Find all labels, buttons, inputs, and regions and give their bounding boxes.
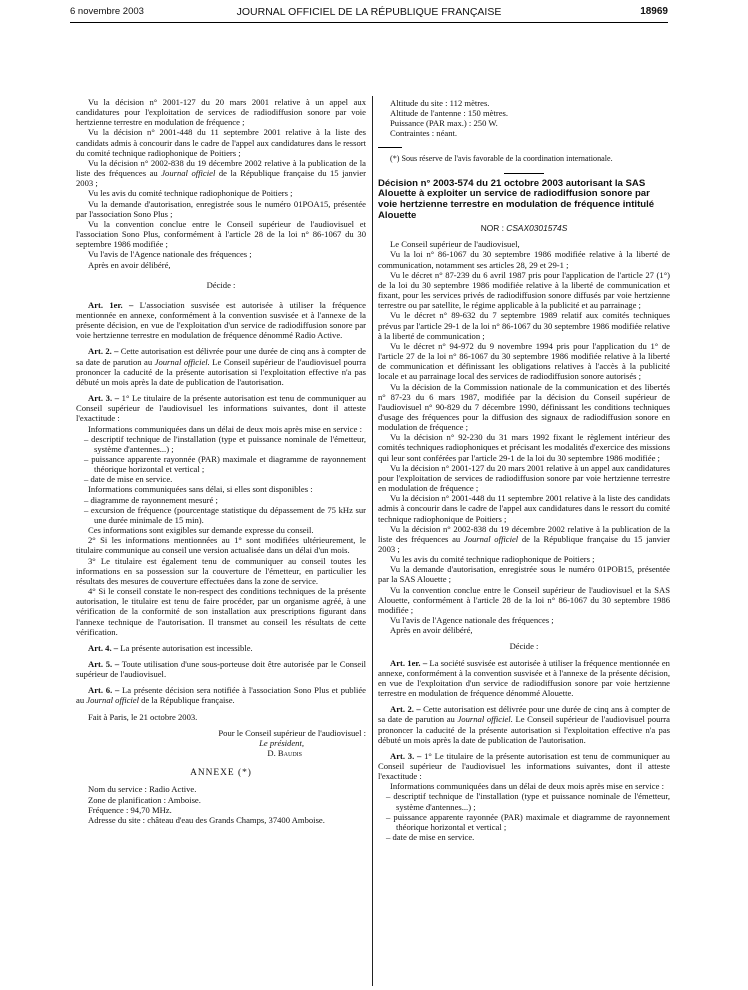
- vu-paragraph: Vu la décision n° 2002-838 du 19 décembre 2002 relative à la publication de la liste des fréquences au Journal officiel de la République française du 15 janvier 2003 ;: [76, 157, 366, 189]
- vu-paragraph: Vu la décision n° 2001-127 du 20 mars 2001 relative à un appel aux candidatures pour l'exploitation de services de radiodiffusion sonore par voie hertzienne terrestre en modulation de fréquence ;: [76, 97, 366, 128]
- section-rule: [504, 173, 544, 174]
- vu-paragraph: Vu la loi n° 86-1067 du 30 septembre 1986 modifiée relative à la liberté de communication, notamment ses articles 28, 29 et 29-1 ;: [378, 249, 670, 270]
- vu-paragraph: Vu les avis du comité technique radiophonique de Poitiers ;: [390, 554, 595, 565]
- article-5: Art. 5. – Toute utilisation d'une sous-porteuse doit être autorisée par le Conseil supérieur de l'audiovisuel.: [76, 658, 366, 680]
- apres-paragraph: Après en avoir délibéré,: [390, 625, 473, 636]
- footnote-rule: [378, 147, 402, 148]
- vu-paragraph: Vu la convention conclue entre le Conseil supérieur de l'audiovisuel et l'association Sono Plus, conformément à l'article 28 de la loi n° 86-1067 du 30 septembre 1986 modifiée ;: [76, 218, 366, 250]
- header-date: 6 novembre 2003: [70, 6, 144, 17]
- decision-title: Décision n° 2003-574 du 21 octobre 2003 autorisant la SAS Alouette à exploiter un service de radiodiffusion sonore par voie hertzienne terrestre en modulation de fréquence intitulé Alouette: [378, 177, 655, 221]
- list-item: – descriptif technique de l'installation (type et puissance nominale de l'émetteur, système d'antennes...) ;: [386, 791, 670, 812]
- info-heading: Informations communiquées dans un délai de deux mois après mise en service :: [88, 423, 362, 434]
- list-item: – puissance apparente rayonnée (PAR) maximale et diagramme de rayonnement théorique horizontal et vertical ;: [386, 811, 670, 832]
- vu-paragraph: Vu l'avis de l'Agence nationale des fréquences ;: [390, 615, 554, 626]
- info-heading: Informations communiquées dans un délai de deux mois après mise en service :: [390, 781, 664, 792]
- vu-paragraph: Vu la décision n° 2002-838 du 19 décembre 2002 relative à la publication de la liste des fréquences au Journal officiel de la République française du 15 janvier 2003 ;: [378, 523, 671, 554]
- vu-paragraph: Vu l'avis de l'Agence nationale des fréquences ;: [88, 249, 252, 260]
- clause-3: 3° Le titulaire est également tenu de communiquer au conseil toutes les informations en sa possession sur la couverture de l'émetteur, en particulier les résultats des mesures de couverture effectuées dans la zone de service.: [76, 555, 366, 586]
- president-line: Le président,: [259, 737, 304, 748]
- vu-paragraph: Vu la décision n° 92-230 du 31 mars 1992 fixant le règlement intérieur des comités techniques radiophoniques et précisant les modalités d'exercice des missions qui leur sont conférées par l'article 29-1 de la loi du 30 septembre 1986 modifiée ;: [378, 432, 670, 463]
- article-2: Art. 2. – Cette autorisation est délivrée pour une durée de cinq ans à compter de sa date de parution au Journal officiel. Le Conseil supérieur de l'audiovisuel pourra prononcer la caducité de la présente autorisation si l'exploitation effective n'a pas débuté un mois après la date de publication de l'autorisation.: [378, 704, 670, 745]
- annexe-item: Zone de planification : Amboise.: [88, 794, 201, 805]
- vu-paragraph: Vu la décision n° 2001-448 du 11 septembre 2001 relative à la liste des candidats admis à concourir dans le cadre de l'appel aux candidatures dans le ressort du comité technique radiophonique de Poitiers ;: [76, 127, 366, 158]
- list-item: – date de mise en service.: [386, 832, 475, 843]
- left-column: [76, 97, 366, 825]
- article-3: Art. 3. – 1° Le titulaire de la présente autorisation est tenu de communiquer au Conseil supérieur de l'audiovisuel les informations suivantes, dont il atteste l'exactitude :: [378, 750, 670, 782]
- article-6: Art. 6. – La présente décision sera notifiée à l'association Sono Plus et publiée au Journal officiel de la République française.: [76, 685, 366, 706]
- annexe-item: Altitude du site : 112 mètres.: [390, 98, 490, 108]
- signer-name: D. Baudis: [267, 748, 302, 759]
- pour-line: Pour le Conseil supérieur de l'audiovisuel :: [218, 727, 366, 738]
- clause-4: 4° Si le conseil constate le non-respect des conditions techniques de la présente autorisation, le titulaire est tenu de faire procéder, par un organisme agréé, à une vérification de la conformité de son installation aux prescriptions figurant dans l'annexe technique de l'autorisation. Il transmet au conseil les résultats de cette vérification.: [76, 586, 366, 637]
- list-item: – diagramme de rayonnement mesuré ;: [84, 494, 218, 505]
- list-item: – date de mise en service.: [84, 474, 173, 485]
- annexe-item: Nom du service : Radio Active.: [88, 784, 197, 795]
- annexe-item: Contraintes : néant.: [390, 128, 458, 139]
- annexe-item: Fréquence : 94,70 MHz.: [88, 804, 172, 815]
- list-item: – puissance apparente rayonnée (PAR) maximale et diagramme de rayonnement théorique horizontal et vertical ;: [84, 454, 366, 475]
- annexe-item: Altitude de l'antenne : 150 mètres.: [390, 108, 509, 119]
- header-journal-title: JOURNAL OFFICIEL DE LA RÉPUBLIQUE FRANÇAISE: [236, 6, 502, 18]
- conseil-line: Le Conseil supérieur de l'audiovisuel,: [390, 239, 520, 250]
- vu-paragraph: Vu la demande d'autorisation, enregistrée sous le numéro 01POA15, présentée par l'association Sono Plus ;: [76, 198, 366, 219]
- article-2: Art. 2. – Cette autorisation est délivrée pour une durée de cinq ans à compter de sa date de parution au Journal officiel. Le Conseil supérieur de l'audiovisuel pourra prononcer la caducité de la présente autorisation si l'exploitation effective n'a pas débuté un mois après la date de publication de l'autorisation.: [76, 346, 366, 387]
- info-heading: Informations communiquées sans délai, si elles sont disponibles :: [88, 484, 313, 495]
- column-separator: [372, 96, 373, 986]
- article-4: Art. 4. – La présente autorisation est incessible.: [88, 642, 253, 653]
- decide-heading: Décide :: [206, 279, 236, 290]
- nor-line: NOR : CSAX0301574S: [480, 223, 568, 234]
- annexe-item: Adresse du site : château d'eau des Grands Champs, 37400 Amboise.: [88, 814, 325, 825]
- article-3: Art. 3. – 1° Le titulaire de la présente autorisation est tenu de communiquer au Conseil supérieur de l'audiovisuel les informations suivantes, dont il atteste l'exactitude :: [76, 393, 366, 424]
- vu-paragraph: Vu le décret n° 87-239 du 6 avril 1987 pris pour l'application de l'article 27 (1°) de la loi du 30 septembre 1986 modifiée relative à la liberté de communication et fixant, pour les services privés de radiodiffusion sonore diffusés par voie hertzienne terrestre ou par satellite, le régime applicable à la publicité et au parrainage ;: [378, 269, 670, 311]
- footnote: (*) Sous réserve de l'avis favorable de la coordination internationale.: [390, 153, 613, 163]
- vu-paragraph: Vu la décision de la Commission nationale de la communication et des libertés n° 87-23 du 6 mars 1987, modifiée par la décision du Conseil supérieur de l'audiovisuel n° 90-829 du 7 décembre 1990, définissant les conditions techniques d'usage des fréquences pour la diffusion des signaux de radiodiffusion sonore en modulation de fréquence ;: [378, 381, 670, 433]
- apres-paragraph: Après en avoir délibéré,: [88, 259, 171, 270]
- info-paragraph: Ces informations sont exigibles sur demande expresse du conseil.: [88, 525, 314, 536]
- header-page-number: 18969: [640, 6, 668, 17]
- right-column: [378, 98, 670, 842]
- vu-paragraph: Vu le décret n° 89-632 du 7 septembre 1989 relatif aux comités techniques prévus par l'article 29-1 de la loi n° 86-1067 du 30 septembre 1986 modifiée relative à la liberté de communication ;: [378, 310, 670, 341]
- clause-2: 2° Si les informations mentionnées au 1° sont modifiées ultérieurement, le titulaire communique au conseil une version actualisée dans un délai d'un mois.: [76, 535, 366, 556]
- list-item: – excursion de fréquence (pourcentage statistique du dépassement de 75 kHz sur une durée minimale de 15 min).: [84, 504, 366, 525]
- header-rule: [70, 22, 668, 23]
- vu-paragraph: Vu la décision n° 2001-448 du 11 septembre 2001 relative à la liste des candidats admis à concourir dans le cadre de l'appel aux candidatures dans le ressort du comité technique radiophonique de Poitiers ;: [378, 493, 670, 524]
- vu-paragraph: Vu le décret n° 94-972 du 9 novembre 1994 pris pour l'application du 1° de l'article 27 de la loi n° 86-1067 du 30 septembre 1986 modifiée relative à la liberté de communication et définissant les obligations relatives à l'accès à la publicité locale et au parrainage local des services de radiodiffusion sonore autorisés ;: [378, 340, 670, 382]
- fait-line: Fait à Paris, le 21 octobre 2003.: [88, 711, 198, 722]
- vu-paragraph: Vu la décision n° 2001-127 du 20 mars 2001 relative à un appel aux candidatures pour l'exploitation de services de radiodiffusion sonore par voie hertzienne terrestre en modulation de fréquence ;: [378, 462, 670, 494]
- decide-heading: Décide :: [509, 641, 539, 652]
- article-1: Art. 1er. – L'association susvisée est autorisée à utiliser la fréquence mentionnée en annexe, conformément à la convention susvisée et à l'annexe de la présente décision, en vue de l'exploitation d'un service de radiodiffusion sonore par voie hertzienne terrestre en modulation de fréquence dénommé Radio Active.: [76, 299, 366, 341]
- list-item: – descriptif technique de l'installation (type et puissance nominale de l'émetteur, système d'antennes...) ;: [84, 433, 366, 454]
- page-header: [70, 6, 668, 20]
- annexe-item: Puissance (PAR max.) : 250 W.: [390, 118, 498, 129]
- vu-paragraph: Vu la demande d'autorisation, enregistrée sous le numéro 01POB15, présentée par la SAS Alouette ;: [378, 564, 670, 585]
- annexe-heading: ANNEXE (*): [190, 768, 252, 779]
- vu-paragraph: Vu la convention conclue entre le Conseil supérieur de l'audiovisuel et la SAS Alouette, conformément à l'article 28 de la loi n° 86-1067 du 30 septembre 1986 modifiée ;: [378, 584, 670, 615]
- vu-paragraph: Vu les avis du comité technique radiophonique de Poitiers ;: [88, 188, 293, 199]
- article-1: Art. 1er. – La société susvisée est autorisée à utiliser la fréquence mentionnée en annexe, conformément à la convention susvisée et à l'annexe de la présente décision, en vue de l'exploitation d'un service de radiodiffusion sonore par voie hertzienne terrestre en modulation de fréquence dénommé Alouette.: [378, 657, 670, 699]
